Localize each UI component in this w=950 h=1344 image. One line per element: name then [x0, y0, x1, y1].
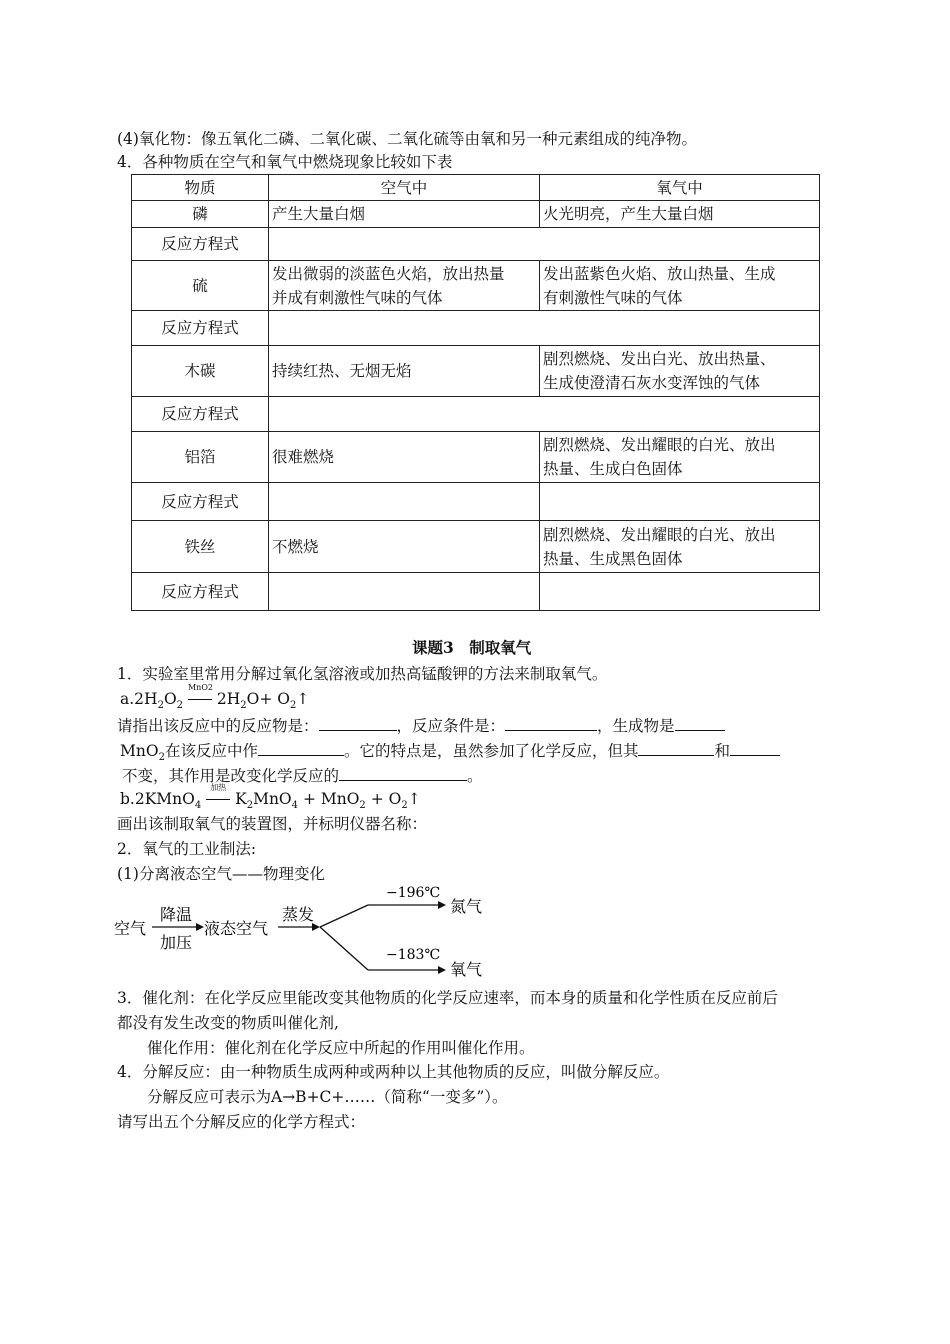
- oxygen-text-line: 有刺激性气味的气体: [543, 288, 683, 307]
- cool-label: 降温: [160, 905, 193, 924]
- air-label: 空气: [114, 919, 147, 938]
- nitrogen-temperature: −196℃: [386, 885, 441, 901]
- equation-row: [132, 573, 820, 611]
- oxygen-text-line: 剧烈燃烧、发出白光、放出热量、: [543, 350, 776, 368]
- header-substance: 物质: [132, 175, 269, 201]
- oxygen-label: 氧气: [450, 960, 483, 979]
- liquid-air-label: 液态空气: [204, 919, 269, 938]
- air-text-line: 并成有刺激性气味的气体: [272, 288, 443, 307]
- arrow-head: [438, 966, 446, 974]
- equation-row: [132, 397, 820, 432]
- item-2-sub: (1)分离液态空气——物理变化: [117, 865, 325, 883]
- oxygen-cell: [540, 432, 820, 483]
- header-oxygen: 氧气中: [540, 175, 820, 201]
- question-3-text-a: 不变，其作用是改变化学反应的: [122, 767, 340, 785]
- oxygen-text-line: 热量、生成白色固体: [543, 460, 683, 478]
- lesson-title: 课题3 制取氧气: [412, 638, 532, 657]
- catalysis-definition: 催化作用：催化剂在化学反应中所起的作用叫催化作用。: [147, 1039, 535, 1057]
- equation-cell[interactable]: [269, 228, 820, 261]
- equation-cell-air[interactable]: [269, 483, 540, 521]
- equation-row: [132, 483, 820, 521]
- equation-label: 反应方程式: [132, 228, 269, 261]
- air-cell: [269, 261, 540, 311]
- question-1-text-a: 请指出该反应中的反应物是：: [117, 717, 319, 735]
- equation-label: 反应方程式: [132, 483, 269, 521]
- evaporate-label: 蒸发: [282, 905, 315, 924]
- oxygen-text-line: 剧烈燃烧、发出耀眼的白光、放出: [543, 436, 776, 454]
- question-1-text-c: ，生成物是: [597, 717, 675, 735]
- arrow-head: [312, 923, 320, 931]
- item-5-prompt: 请写出五个分解反应的化学方程式：: [117, 1113, 366, 1131]
- equation-a-prefix: a.: [120, 690, 135, 708]
- catalyst-label: MnO2: [187, 683, 213, 692]
- question-1: [117, 714, 725, 736]
- draw-apparatus-prompt: 画出该制取氧气的装置图，并标明仪器名称：: [117, 815, 428, 833]
- pressure-label: 加压: [160, 933, 193, 952]
- oxygen-text-line: 热量、生成黑色固体: [543, 549, 683, 568]
- reactant-blank[interactable]: [319, 714, 397, 731]
- air-cell: 不燃烧: [269, 521, 540, 573]
- equation-b-prefix: b.: [120, 790, 135, 808]
- air-separation-diagram: [110, 880, 500, 980]
- air-cell: 持续红热、无烟无焰: [269, 346, 540, 397]
- nitrogen-label: 氮气: [450, 897, 483, 916]
- item-1: 1．实验室里常用分解过氧化氢溶液或加热高锰酸钾的方法来制取氧气。: [117, 665, 608, 683]
- oxide-definition: (4)氧化物：像五氧化二磷、二氧化碳、二氧化硫等由氧和另一种元素组成的纯净物。: [117, 130, 697, 148]
- table-row: [132, 201, 820, 228]
- table-row: [132, 346, 820, 397]
- question-2: MnO$_2$在该反应中作 。它的特点是，虽然参加了化学反应，但其 和: [120, 739, 780, 768]
- substance-cell: 铁丝: [132, 521, 269, 573]
- table-row: [132, 432, 820, 483]
- question-1-text-b: ，反应条件是：: [396, 717, 506, 735]
- item-4: 4．分解反应：由一种物质生成两种或两种以上其他物质的反应，叫做分解反应。: [117, 1063, 670, 1081]
- rate-blank[interactable]: [339, 764, 467, 781]
- equation-cell-oxygen[interactable]: [540, 573, 820, 611]
- oxygen-text-line: 发出蓝紫色火焰、放山热量、生成: [543, 264, 776, 283]
- equation-cell[interactable]: [269, 311, 820, 346]
- equation-label: 反应方程式: [132, 573, 269, 611]
- equation-a: $a.2H_2O_2$ MnO2 $2H_2O+$ $O_2↑$: [120, 689, 309, 716]
- substance-cell: 硫: [132, 261, 269, 311]
- air-text-line: 发出微弱的淡蓝色火焰，放出热量: [272, 264, 505, 283]
- table-header-row: [132, 175, 820, 201]
- equation-cell-air[interactable]: [269, 573, 540, 611]
- equation-row: [132, 311, 820, 346]
- item-2: 2．氧气的工业制法:: [117, 840, 257, 858]
- air-cell: 产生大量白烟: [269, 201, 540, 228]
- equation-row: [132, 228, 820, 261]
- oxygen-temperature: −183℃: [386, 947, 441, 963]
- item-3-line-1: 3．催化剂：在化学反应里能改变其他物质的化学反应速率，而本身的质量和化学性质在反应前后: [117, 989, 778, 1007]
- heat-label: 加热: [210, 783, 227, 792]
- substance-cell: 铝箔: [132, 432, 269, 483]
- role-blank[interactable]: [258, 739, 344, 756]
- table-row: [132, 261, 820, 311]
- heat-condition: [206, 783, 230, 809]
- equation-cell-oxygen[interactable]: [540, 483, 820, 521]
- question-3-text-b: 。: [467, 767, 483, 785]
- item-3-line-2: 都没有发生改变的物质叫催化剂,: [117, 1014, 339, 1032]
- condition-blank[interactable]: [505, 714, 597, 731]
- product-blank[interactable]: [675, 714, 725, 731]
- property-blank-2[interactable]: [730, 739, 780, 756]
- air-cell: 很难燃烧: [269, 432, 540, 483]
- header-air: 空气中: [269, 175, 540, 201]
- question-2-text-c: 和: [714, 742, 730, 760]
- equation-cell[interactable]: [269, 397, 820, 432]
- branch-line-down: [320, 927, 368, 970]
- question-2-text-b: 。它的特点是，虽然参加了化学反应，但其: [343, 742, 639, 760]
- catalyst-condition: [187, 683, 213, 709]
- oxygen-text-line: 剧烈燃烧、发出耀眼的白光、放出: [543, 525, 776, 544]
- table-row: [132, 521, 820, 573]
- question-2-text-a: 在该反应中作: [164, 742, 258, 760]
- property-blank-1[interactable]: [638, 739, 714, 756]
- oxygen-cell: 火光明亮，产生大量白烟: [540, 201, 820, 228]
- oxygen-text-line: 生成使澄清石灰水变浑蚀的气体: [543, 374, 761, 392]
- oxygen-cell: [540, 521, 820, 573]
- arrow-head: [196, 923, 204, 931]
- equation-label: 反应方程式: [132, 397, 269, 432]
- oxygen-cell: [540, 346, 820, 397]
- substance-cell: 木碳: [132, 346, 269, 397]
- equation-b: b.2KMnO$_4$ 加热 $K_2MnO_4 + MnO_2$ + $O_2↑$: [120, 789, 421, 816]
- combustion-comparison-table: [131, 174, 820, 611]
- question-3: [122, 764, 483, 786]
- arrow-head: [438, 901, 446, 909]
- decomposition-expression: 分解反应可表示为A→B+C+……（简称“一变多”）。: [147, 1088, 508, 1106]
- oxygen-cell: [540, 261, 820, 311]
- compare-heading: 4．各种物质在空气和氧气中燃烧现象比较如下表: [117, 153, 453, 171]
- substance-cell: 磷: [132, 201, 269, 228]
- equation-label: 反应方程式: [132, 311, 269, 346]
- branch-line-up: [320, 905, 368, 927]
